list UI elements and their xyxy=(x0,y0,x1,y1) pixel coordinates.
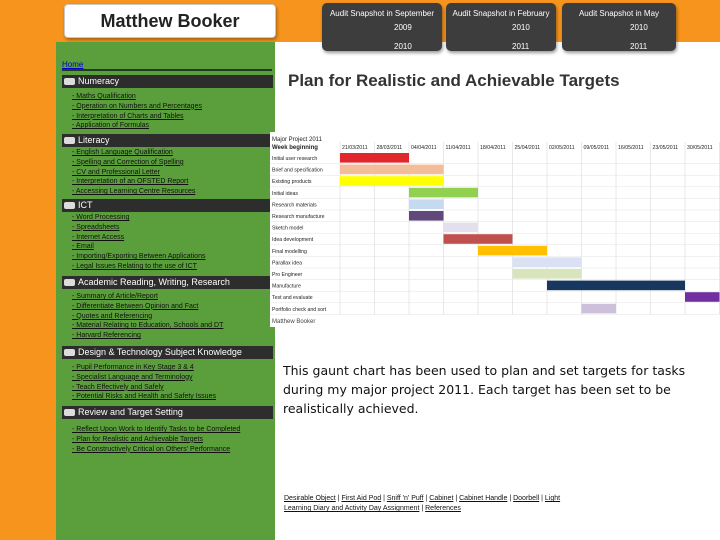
sidebar-section-2[interactable] xyxy=(62,199,273,212)
sidebar-sublist xyxy=(72,148,195,197)
sidebar-section-4[interactable] xyxy=(62,346,273,359)
task-label: Pro Engineer xyxy=(272,272,303,278)
date-tick-label: 16/05/2011 xyxy=(618,145,644,151)
footer-link[interactable]: First Aid Pod xyxy=(341,495,382,502)
footer-link[interactable]: References xyxy=(425,505,461,512)
task-label: Final modelling xyxy=(272,248,307,255)
audit-year-end: 2011 xyxy=(630,42,648,51)
footer-separator: | xyxy=(419,505,426,512)
sidebar-link[interactable]: - CV and Professional Letter xyxy=(72,168,160,176)
task-bar xyxy=(409,199,444,209)
sidebar-link[interactable]: - Internet Access xyxy=(72,233,125,241)
audit-label: Audit Snapshot in February xyxy=(452,9,550,18)
footer-link[interactable]: Doorbell xyxy=(513,495,540,502)
task-bar xyxy=(685,292,720,302)
sidebar-link[interactable]: - Plan for Realistic and Achievable Targets xyxy=(72,435,203,443)
sidebar-link[interactable]: - Harvard Referencing xyxy=(72,332,141,340)
task-label: Idea development xyxy=(272,237,314,244)
audit-february-button[interactable] xyxy=(446,3,556,51)
date-tick-label: 18/04/2011 xyxy=(480,145,506,151)
task-bar xyxy=(340,153,409,163)
task-label: Initial user research xyxy=(272,156,318,162)
page-title: Plan for Realistic and Achievable Targets xyxy=(288,71,620,90)
home-divider xyxy=(62,69,272,71)
task-bar xyxy=(444,234,513,244)
task-label: Research materials xyxy=(272,202,317,209)
footer-link[interactable]: Sniff 'n' Puff xyxy=(386,495,424,502)
audit-label: Audit Snapshot in September xyxy=(329,9,435,18)
sidebar-link[interactable]: - Legal Issues Relating to the use of ICT xyxy=(72,262,197,270)
home-link[interactable]: Home xyxy=(62,60,84,69)
date-tick-label: 23/05/2011 xyxy=(652,145,679,151)
task-label: Existing products xyxy=(272,179,312,186)
task-label: Initial ideas xyxy=(272,190,298,197)
sidebar-section-label: Literacy xyxy=(78,135,110,145)
sidebar-section-label: Academic Reading, Writing, Research xyxy=(78,277,230,287)
folder-icon xyxy=(64,137,75,144)
gantt-chart xyxy=(270,132,720,327)
sidebar-section-3[interactable] xyxy=(62,276,273,289)
folder-icon xyxy=(64,78,75,85)
date-tick-label: 09/05/2011 xyxy=(583,145,610,151)
sidebar-link[interactable]: - Material Relating to Education, Schools and DT xyxy=(72,322,224,330)
sidebar-link[interactable]: - Spelling and Correction of Spelling xyxy=(72,158,184,166)
task-bar xyxy=(409,188,478,198)
footer-separator: | xyxy=(381,495,387,502)
footer-link[interactable]: Cabinet Handle xyxy=(459,495,508,502)
folder-icon xyxy=(64,202,75,209)
sidebar-link[interactable]: - Specialist Language and Terminology xyxy=(72,373,193,381)
task-bar xyxy=(340,176,444,186)
footer-link[interactable]: Light xyxy=(544,495,561,502)
sidebar-link[interactable]: - Maths Qualification xyxy=(72,93,136,100)
sidebar-link[interactable]: - Interpretation of Charts and Tables xyxy=(72,112,184,120)
footer-separator: | xyxy=(507,495,514,502)
task-label: Brief and specification xyxy=(272,167,323,174)
footer-links xyxy=(284,494,614,514)
audit-may-button[interactable] xyxy=(562,3,676,51)
folder-icon xyxy=(64,349,75,356)
sidebar-link[interactable]: - English Language Qualification xyxy=(72,149,173,156)
audit-year-start: 2010 xyxy=(630,23,648,32)
footer-separator: | xyxy=(423,495,430,502)
sidebar-sublist xyxy=(72,425,240,454)
sidebar-link[interactable]: - Application of Formulas xyxy=(72,122,150,130)
date-tick-label: 30/05/2011 xyxy=(687,145,713,151)
audit-label: Audit Snapshot in May xyxy=(578,9,660,18)
task-bar xyxy=(409,211,444,221)
task-bar xyxy=(547,281,685,291)
task-label: Test and evaluate xyxy=(272,295,313,302)
sidebar-section-label: Review and Target Setting xyxy=(78,407,183,417)
audit-year-start: 2009 xyxy=(394,23,412,32)
date-tick-label: 02/05/2011 xyxy=(549,145,575,151)
sidebar-section-1[interactable] xyxy=(62,134,273,147)
date-tick-label: 11/04/2011 xyxy=(445,145,471,151)
sidebar-sublist xyxy=(72,292,223,341)
sidebar-link[interactable]: - Be Constructively Critical on Others' Performance xyxy=(72,445,231,453)
sidebar-link[interactable]: - Pupil Performance in Key Stage 3 & 4 xyxy=(72,364,194,371)
sidebar-link[interactable]: - Reflect Upon Work to Identify Tasks to be Completed xyxy=(72,426,241,433)
sidebar-link[interactable]: - Summary of Article/Report xyxy=(72,293,158,300)
footer-separator: | xyxy=(539,495,545,502)
audit-year-start: 2010 xyxy=(512,23,530,32)
sidebar-link[interactable]: - Teach Effectively and Safely xyxy=(72,383,164,391)
task-bar xyxy=(513,269,582,279)
date-tick-label: 25/04/2011 xyxy=(514,145,541,151)
sidebar-link[interactable]: - Accessing Learning Centre Resources xyxy=(72,188,196,196)
footer-link[interactable]: Learning Diary and Activity Day Assignment xyxy=(284,505,420,512)
task-label: Research manufacture xyxy=(272,214,325,220)
footer-separator: | xyxy=(453,495,460,502)
sidebar-link[interactable]: - Potential Risks and Health and Safety Issues xyxy=(72,393,216,401)
left-margin-bar xyxy=(0,0,56,540)
sidebar-link[interactable]: - Differentiate Between Opinion and Fact xyxy=(72,302,199,310)
footer-link[interactable]: Desirable Object xyxy=(284,495,336,502)
sidebar-sublist xyxy=(72,213,205,272)
sidebar-section-0[interactable] xyxy=(62,75,273,88)
task-bar xyxy=(340,165,444,175)
task-label: Manufacture xyxy=(272,283,301,290)
task-bar xyxy=(444,223,479,233)
sidebar-link[interactable]: - Word Processing xyxy=(72,214,130,221)
sidebar-link[interactable]: - Interpretation of an OFSTED Report xyxy=(72,178,189,186)
sidebar-section-label: Numeracy xyxy=(78,76,120,86)
sidebar-link[interactable]: - Importing/Exporting Between Applications xyxy=(72,253,206,261)
task-label: Sketch model xyxy=(272,225,304,232)
sidebar-sublist xyxy=(72,363,216,402)
task-label: Portfolio check and sort xyxy=(272,306,327,313)
chart-description: This gaunt chart has been used to plan and set targets for tasks during my major project 2011. Each target has been set to be realistically achieved. xyxy=(283,363,686,416)
sidebar-link[interactable]: - Spreadsheets xyxy=(72,223,120,231)
task-label: Parallax idea xyxy=(272,260,302,267)
task-bar xyxy=(478,246,547,256)
sidebar-section-label: ICT xyxy=(78,200,93,210)
audit-year-end: 2010 xyxy=(394,42,412,51)
sidebar-link[interactable]: - Quotes and Referencing xyxy=(72,312,153,320)
audit-september-button[interactable] xyxy=(322,3,442,51)
task-bar xyxy=(582,304,617,314)
folder-icon xyxy=(64,409,75,416)
chart-title: Major Project 2011 xyxy=(272,137,322,143)
site-name: Matthew Booker xyxy=(64,4,276,38)
sidebar-sublist xyxy=(72,92,202,131)
date-tick-label: 28/03/2011 xyxy=(376,145,403,151)
chart-author: Matthew Booker xyxy=(272,319,316,325)
sidebar-link[interactable]: - Operation on Numbers and Percentages xyxy=(72,102,202,110)
footer-link[interactable]: Cabinet xyxy=(429,495,454,502)
audit-year-end: 2011 xyxy=(512,42,530,51)
sidebar-section-label: Design & Technology Subject Knowledge xyxy=(78,347,242,357)
chart-row-header: Week beginning xyxy=(272,145,318,151)
date-tick-label: 21/03/2011 xyxy=(342,145,368,151)
date-tick-label: 04/04/2011 xyxy=(411,145,437,151)
sidebar-link[interactable]: - Email xyxy=(72,243,94,251)
sidebar-section-5[interactable] xyxy=(62,406,273,419)
footer-separator: | xyxy=(335,495,342,502)
task-bar xyxy=(513,257,582,267)
folder-icon xyxy=(64,279,75,286)
